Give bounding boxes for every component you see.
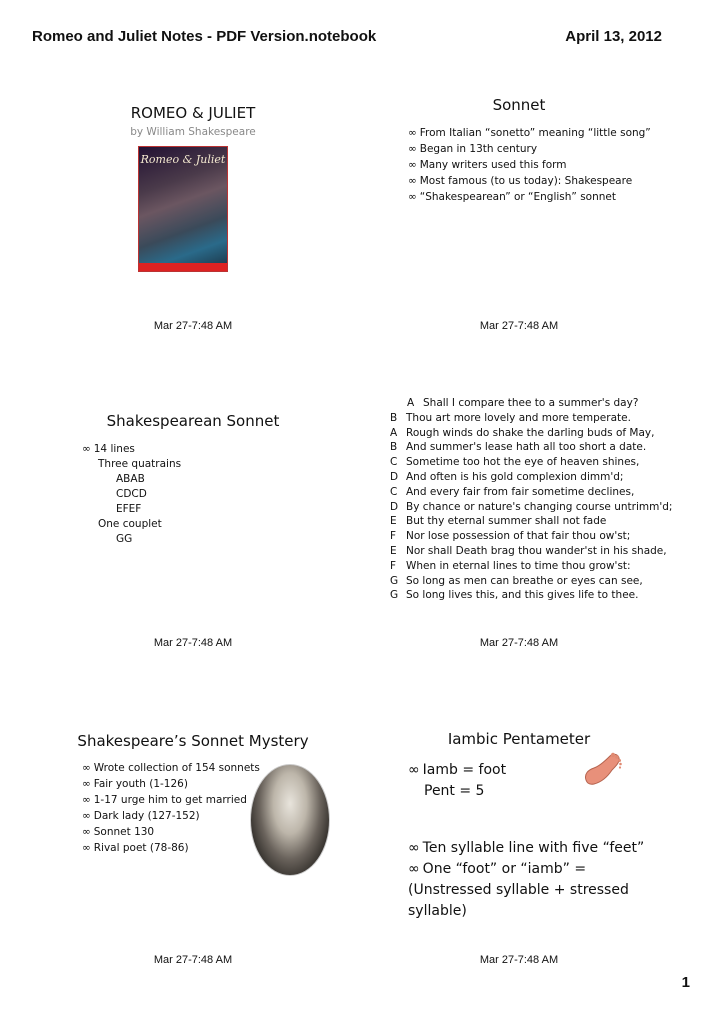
slide-iambic-pentameter: [354, 712, 684, 1012]
mystery-list: [82, 760, 260, 856]
sonnet-line: C And every fair from fair sometime declines,: [390, 485, 635, 498]
movie-poster-image: [138, 146, 228, 272]
pent-line: Pent = 5: [424, 783, 485, 799]
sonnet-facts-list: [408, 125, 651, 205]
list-item: GG: [116, 533, 133, 545]
list-item: ABAB: [116, 473, 145, 485]
infinity-bullet-icon: ∞: [408, 143, 417, 155]
infinity-bullet-icon: ∞: [408, 191, 417, 203]
slide-title: ROMEO & JULIET: [130, 104, 256, 122]
list-item: One couplet: [98, 518, 162, 530]
iamb-definition: [408, 760, 506, 802]
slide-timestamp: Mar 27-7:48 AM: [479, 637, 559, 649]
infinity-bullet-icon: ∞: [408, 840, 420, 856]
foot-icon: [580, 750, 624, 790]
list-item: ∞ 1-17 urge him to get married: [82, 794, 247, 806]
list-item: ∞ Rival poet (78-86): [82, 842, 189, 854]
infinity-bullet-icon: ∞: [82, 443, 91, 455]
sonnet-line: F When in eternal lines to time thou grow'st:: [390, 559, 631, 572]
sonnet-line: E Nor shall Death brag thou wander'st in his shade,: [390, 544, 667, 557]
sonnet-line: A Shall I compare thee to a summer's day?: [407, 397, 639, 409]
sonnet-line: E But thy eternal summer shall not fade: [390, 515, 607, 528]
definition-line: ∞ Ten syllable line with five “feet”: [408, 840, 645, 856]
infinity-bullet-icon: ∞: [82, 778, 91, 790]
document-date: April 13, 2012: [565, 28, 662, 45]
structure-list: [82, 442, 181, 547]
slide-sonnet-18: [354, 392, 684, 692]
slide-subtitle: by William Shakespeare: [130, 126, 256, 138]
infinity-bullet-icon: ∞: [82, 794, 91, 806]
sonnet-line: G So long as men can breathe or eyes can see,: [390, 574, 643, 587]
poster-red-bar: [139, 263, 227, 271]
sonnet-line: F Nor lose possession of that fair thou ow'st;: [390, 530, 631, 543]
slide-shakespearean-sonnet: [28, 392, 358, 692]
sonnet-line: G So long lives this, and this gives life to thee.: [390, 589, 639, 602]
list-item: ∞ Wrote collection of 154 sonnets: [82, 762, 260, 774]
definition-line: (Unstressed syllable + stressed: [408, 882, 629, 898]
sonnet-line: B And summer's lease hath all too short a date.: [390, 441, 647, 454]
list-item: ∞ “Shakespearean” or “English” sonnet: [408, 191, 616, 203]
sonnet-line: D By chance or nature's changing course untrimm'd;: [390, 500, 673, 513]
iamb-line: ∞ Iamb = foot: [408, 762, 507, 778]
slide-romeo-juliet: [28, 90, 358, 390]
infinity-bullet-icon: ∞: [82, 762, 91, 774]
list-item: ∞ Fair youth (1-126): [82, 778, 188, 790]
infinity-bullet-icon: ∞: [408, 861, 420, 877]
sonnet-line: B Thou art more lovely and more temperate.: [390, 411, 631, 424]
definition-line: ∞ One “foot” or “iamb” =: [408, 861, 587, 877]
list-item: ∞ 14 lines: [82, 443, 135, 455]
slide-title: Shakespearean Sonnet: [106, 412, 280, 430]
list-item: ∞ Most famous (to us today): Shakespeare: [408, 175, 633, 187]
shakespeare-portrait-image: [250, 764, 330, 876]
sonnet-line: D And often is his gold complexion dimm'd;: [390, 470, 624, 483]
slide-timestamp: Mar 27-7:48 AM: [153, 320, 233, 332]
infinity-bullet-icon: ∞: [408, 762, 420, 778]
list-item: Three quatrains: [98, 458, 182, 470]
slide-timestamp: Mar 27-7:48 AM: [479, 320, 559, 332]
sonnet-text: [390, 396, 672, 603]
list-item: ∞ Many writers used this form: [408, 159, 567, 171]
slide-timestamp: Mar 27-7:48 AM: [153, 954, 233, 966]
page-number: 1: [681, 974, 690, 991]
slide-sonnet-mystery: [28, 712, 358, 1012]
slide-timestamp: Mar 27-7:48 AM: [153, 637, 233, 649]
list-item: ∞ Sonnet 130: [82, 826, 155, 838]
definition-line: syllable): [408, 903, 467, 919]
slide-title: Iambic Pentameter: [447, 730, 591, 748]
list-item: ∞ Began in 13th century: [408, 143, 538, 155]
infinity-bullet-icon: ∞: [408, 159, 417, 171]
infinity-bullet-icon: ∞: [82, 842, 91, 854]
document-title: Romeo and Juliet Notes - PDF Version.notebook: [32, 28, 377, 45]
infinity-bullet-icon: ∞: [82, 826, 91, 838]
list-item: EFEF: [116, 503, 142, 515]
slide-sonnet: [354, 90, 684, 390]
list-item: ∞ Dark lady (127-152): [82, 810, 200, 822]
list-item: ∞ From Italian “sonetto” meaning “little song”: [408, 127, 651, 139]
poster-title: Romeo & Juliet: [140, 153, 226, 166]
sonnet-line: A Rough winds do shake the darling buds of May,: [390, 426, 655, 439]
slide-timestamp: Mar 27-7:48 AM: [479, 954, 559, 966]
sonnet-line: C Sometime too hot the eye of heaven shines,: [390, 456, 640, 469]
slide-title: Sonnet: [492, 96, 546, 114]
slide-title: Shakespeare’s Sonnet Mystery: [77, 732, 309, 750]
infinity-bullet-icon: ∞: [82, 810, 91, 822]
infinity-bullet-icon: ∞: [408, 127, 417, 139]
list-item: CDCD: [116, 488, 147, 500]
infinity-bullet-icon: ∞: [408, 175, 417, 187]
pentameter-definition: [408, 838, 644, 922]
